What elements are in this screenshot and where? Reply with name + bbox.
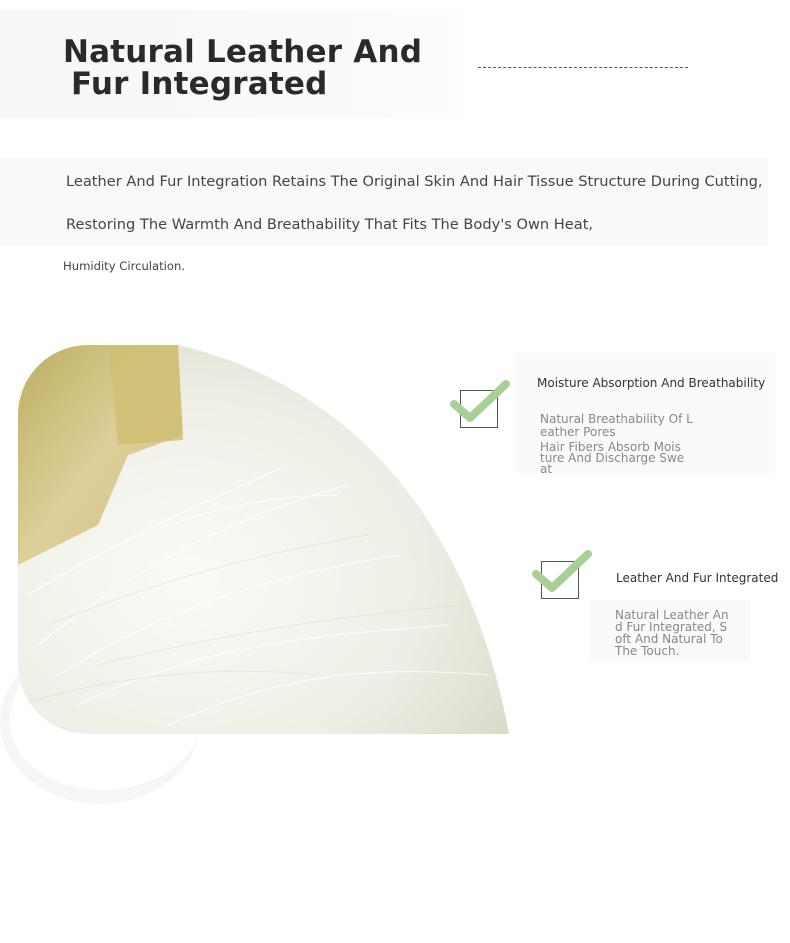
feature-text-1a: Natural Breathability Of Leather Pores <box>540 412 693 439</box>
description-line-3: Humidity Circulation. <box>63 259 186 273</box>
description-line-2: Restoring The Warmth And Breathability That Fits The Body's Own Heat, <box>66 216 594 233</box>
fur-photo <box>18 345 509 734</box>
feature-text-2: Natural Leather And Fur Integrated, Soft And Natural To The Touch. <box>615 608 729 658</box>
feature-title-2: Leather And Fur Integrated <box>616 571 779 585</box>
check-icon <box>450 380 510 426</box>
dashed-divider <box>478 67 688 68</box>
title-line-2: Fur Integrated <box>71 66 328 102</box>
check-icon <box>532 550 592 596</box>
title-line-1: Natural Leather And <box>63 34 423 70</box>
page-title <box>63 36 422 100</box>
feature-title-1: Moisture Absorption And Breathability <box>537 376 766 390</box>
description-line-1: Leather And Fur Integration Retains The Original Skin And Hair Tissue Structure During Cutting, <box>66 173 763 190</box>
feature-text-1b: Hair Fibers Absorb Moisture And Discharge Sweat <box>540 440 685 476</box>
